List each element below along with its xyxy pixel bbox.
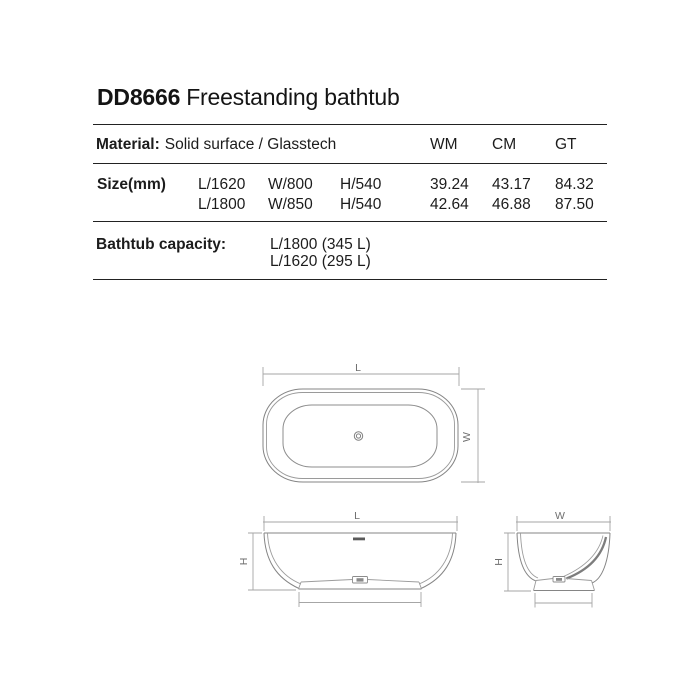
column-header-gt: GT xyxy=(555,136,577,153)
product-name: Freestanding bathtub xyxy=(186,84,400,110)
drain-inner-circle xyxy=(356,434,360,438)
end-drain-cap xyxy=(556,578,562,581)
size2-width: W/850 xyxy=(268,196,313,213)
capacity-value-1: L/1800 (345 L) xyxy=(270,236,371,253)
size1-length: L/1620 xyxy=(198,176,246,193)
front-height-label: H xyxy=(238,557,250,566)
size2-length: L/1800 xyxy=(198,196,246,213)
size2-height: H/540 xyxy=(340,196,382,213)
capacity-label: Bathtub capacity: xyxy=(96,236,227,253)
top-view xyxy=(263,362,485,483)
front-elevation xyxy=(238,510,458,607)
material-cell xyxy=(96,135,336,155)
end-right-outer-wall xyxy=(592,533,610,583)
material-label: Material: xyxy=(96,136,160,153)
column-header-cm: CM xyxy=(492,136,517,153)
size2-wm: 42.64 xyxy=(430,196,469,213)
size1-gt: 84.32 xyxy=(555,176,594,193)
table-rule-bottom xyxy=(93,279,607,280)
end-height-label: H xyxy=(493,558,505,566)
size1-cm: 43.17 xyxy=(492,176,531,193)
table-rule-2 xyxy=(93,163,607,164)
capacity-row-2 xyxy=(0,252,700,272)
page-title xyxy=(97,85,400,109)
size2-gt: 87.50 xyxy=(555,196,594,213)
end-width-label: W xyxy=(555,510,565,522)
size1-wm: 39.24 xyxy=(430,176,469,193)
top-view-length-label: L xyxy=(355,362,361,374)
end-plinth-outline xyxy=(534,579,595,591)
end-left-inner-wall xyxy=(521,533,539,578)
top-view-width-label: W xyxy=(461,432,473,442)
material-value: Solid surface / Glasstech xyxy=(164,136,337,153)
front-left-inner-wall xyxy=(268,533,302,584)
end-left-outer-wall xyxy=(517,533,536,581)
table-rule-3 xyxy=(93,221,607,222)
top-view-length-dimension-line xyxy=(263,367,459,386)
product-model: DD8666 xyxy=(97,84,181,110)
size-row-1 xyxy=(0,175,700,195)
tub-basin-outline xyxy=(283,405,437,467)
capacity-value-2: L/1620 (295 L) xyxy=(270,253,371,270)
drain-outer-circle xyxy=(354,432,362,440)
end-elevation xyxy=(493,510,611,608)
front-right-inner-wall xyxy=(419,533,453,584)
front-length-dimension-line xyxy=(263,516,458,531)
end-base-dimension-line xyxy=(535,593,592,608)
front-height-dimension-line xyxy=(248,533,296,590)
front-drain-cap xyxy=(357,578,364,581)
front-length-label: L xyxy=(354,510,360,522)
front-base-dimension-line xyxy=(299,592,421,607)
column-header-wm: WM xyxy=(430,136,458,153)
material-row xyxy=(0,135,700,155)
size-label: Size(mm) xyxy=(97,176,166,193)
size1-height: H/540 xyxy=(340,176,382,193)
table-rule-top xyxy=(93,124,607,125)
size2-cm: 46.88 xyxy=(492,196,531,213)
size1-width: W/800 xyxy=(268,176,313,193)
technical-drawings xyxy=(0,355,700,620)
size-row-2 xyxy=(0,195,700,215)
overflow-mark xyxy=(353,538,365,541)
